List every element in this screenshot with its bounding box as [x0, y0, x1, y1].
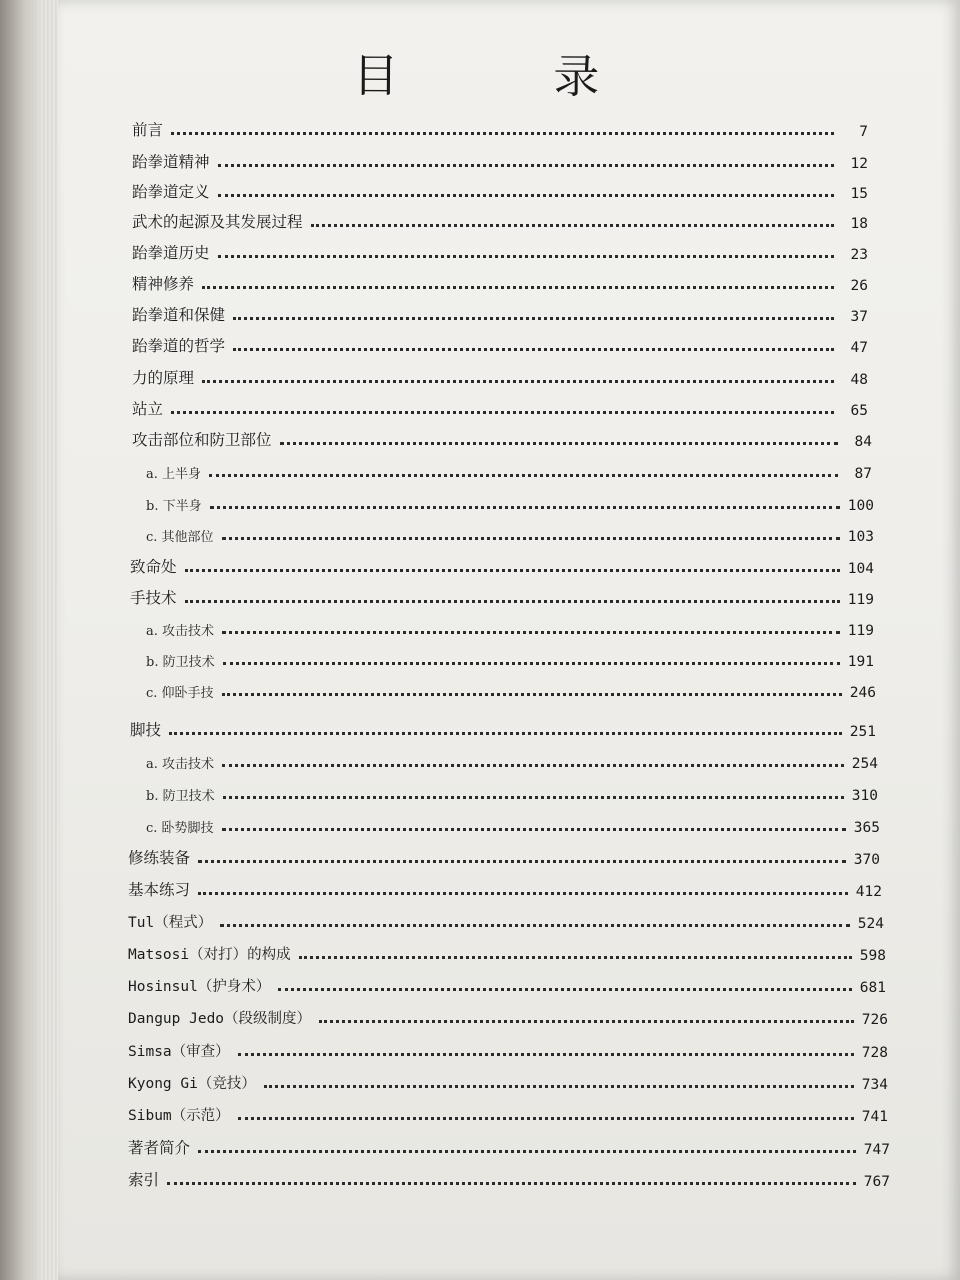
toc-subentry [146, 748, 878, 772]
leader-dots [210, 506, 840, 509]
toc-entry [132, 116, 868, 140]
toc-entry [128, 876, 882, 900]
toc-page-number: 251 [849, 724, 876, 740]
toc-page-number: 365 [853, 820, 880, 836]
toc-page-number: 18 [850, 216, 868, 232]
toc-entry [132, 270, 868, 294]
toc-page-number: 728 [861, 1045, 888, 1061]
toc-entry-label: 跆拳道精神 [132, 153, 210, 171]
toc-page-number: 254 [851, 756, 878, 772]
toc-entry-label: Tul（程式） [128, 915, 213, 931]
toc-entry [132, 208, 868, 232]
toc-entry-label: Simsa（审查） [128, 1044, 230, 1060]
toc-title: 目 录 [352, 48, 670, 105]
leader-dots [233, 317, 834, 320]
toc-entry-label: 站立 [132, 400, 164, 418]
toc-page-number: 412 [855, 884, 882, 900]
toc-subentry-label: c. 卧势脚技 [146, 821, 214, 836]
toc-page-number: 48 [850, 372, 868, 388]
toc-subentry-label: c. 其他部位 [146, 530, 214, 545]
toc-entry-label: 索引 [128, 1171, 160, 1189]
leader-dots [222, 828, 846, 831]
toc-subentry-label: a. 上半身 [146, 467, 202, 482]
toc-page-number: 681 [859, 980, 886, 996]
leader-dots [319, 1020, 854, 1023]
leader-dots [238, 1053, 854, 1056]
toc-subentry [146, 780, 878, 804]
leader-dots [220, 924, 850, 927]
leader-dots [185, 600, 840, 603]
leader-dots [311, 224, 834, 227]
toc-subentry [146, 521, 874, 545]
toc-entry [132, 426, 872, 450]
toc-entry [132, 301, 868, 325]
toc-entry [128, 940, 886, 964]
toc-page-number: 15 [850, 186, 868, 202]
toc-page-number: 7 [859, 124, 868, 140]
toc-entry-label: 力的原理 [132, 369, 195, 387]
toc-entry-label: Kyong Gi（竞技） [128, 1076, 256, 1092]
toc-page-number: 524 [857, 916, 884, 932]
leader-dots [223, 662, 840, 665]
toc-subentry-label: b. 防卫技术 [146, 655, 215, 670]
toc-entry [132, 364, 868, 388]
toc-entry-label: Matsosi（对打）的构成 [128, 947, 291, 963]
toc-subentry-label: a. 攻击技术 [146, 757, 215, 772]
toc-entry [132, 395, 868, 419]
toc-entry-label: 致命处 [130, 558, 177, 576]
toc-entry-label: Hosinsul（护身术） [128, 979, 271, 995]
toc-entry [128, 1166, 890, 1190]
leader-dots [299, 956, 852, 959]
toc-entry [132, 332, 868, 356]
toc-entry-label: 手技术 [130, 589, 177, 607]
toc-entry [128, 1037, 888, 1061]
leader-dots [202, 380, 834, 383]
toc-entry-label: 精神修养 [132, 275, 195, 293]
toc-entry-label: 著者简介 [128, 1139, 191, 1157]
toc-entry [130, 716, 876, 740]
toc-subentry [146, 677, 876, 701]
toc-subentry [146, 646, 874, 670]
toc-entry [128, 972, 886, 996]
toc-subentry-label: b. 防卫技术 [146, 789, 215, 804]
toc-page-number: 747 [863, 1142, 890, 1158]
toc-entry-label: 前言 [132, 121, 164, 139]
toc-page-number: 103 [847, 529, 874, 545]
toc-page-number: 104 [847, 561, 874, 577]
toc-page-number: 119 [847, 592, 874, 608]
toc-page-number: 734 [861, 1077, 888, 1093]
leader-dots [198, 892, 848, 895]
leader-dots [222, 537, 840, 540]
toc-page-number: 65 [850, 403, 868, 419]
leader-dots [218, 164, 834, 167]
toc-entry [128, 1004, 888, 1028]
toc-page-number: 26 [850, 278, 868, 294]
toc-subentry [146, 812, 880, 836]
toc-entry-label: 基本练习 [128, 881, 191, 899]
toc-entry-label: 攻击部位和防卫部位 [132, 431, 272, 449]
toc-entry-label: Dangup Jedo（段级制度） [128, 1011, 312, 1027]
leader-dots [222, 764, 844, 767]
toc-subentry-label: b. 下半身 [146, 499, 202, 514]
toc-entry [128, 1101, 888, 1125]
toc-entry-label: 跆拳道定义 [132, 183, 210, 201]
toc-subentry-label: c. 仰卧手技 [146, 686, 214, 701]
toc-page-number: 37 [850, 309, 868, 325]
toc-page-number: 12 [850, 156, 868, 172]
toc-page-number: 191 [847, 654, 874, 670]
toc-page-number: 84 [854, 434, 872, 450]
leader-dots [218, 194, 834, 197]
toc-entry-label: 武术的起源及其发展过程 [132, 213, 303, 231]
toc-entry [132, 148, 868, 172]
leader-dots [185, 569, 840, 572]
leader-dots [171, 411, 834, 414]
toc-page-number: 23 [850, 247, 868, 263]
toc-page-number: 767 [863, 1174, 890, 1190]
toc-page-number: 598 [859, 948, 886, 964]
toc-entry [128, 908, 884, 932]
toc-entry [128, 844, 880, 868]
toc-page-number: 87 [854, 466, 872, 482]
toc-page-number: 246 [849, 685, 876, 701]
toc-entry-label: 脚技 [130, 721, 162, 739]
toc-page-number: 310 [851, 788, 878, 804]
leader-dots [218, 255, 834, 258]
leader-dots [209, 474, 838, 477]
toc-page-number: 100 [847, 498, 874, 514]
toc-page-number: 741 [861, 1109, 888, 1125]
leader-dots [222, 693, 842, 696]
toc-entry [130, 553, 874, 577]
leader-dots [233, 348, 834, 351]
toc-entry [128, 1134, 890, 1158]
toc-entry-label: 跆拳道的哲学 [132, 337, 226, 355]
toc-entry-label: 跆拳道历史 [132, 244, 210, 262]
leader-dots [171, 132, 834, 135]
toc-page-number: 370 [853, 852, 880, 868]
toc-entry-label: Sibum（示范） [128, 1108, 230, 1124]
toc-entry-label: 修练装备 [128, 849, 191, 867]
leader-dots [238, 1117, 854, 1120]
leader-dots [167, 1182, 856, 1185]
toc-subentry [146, 490, 874, 514]
toc-subentry [146, 615, 874, 639]
toc-entry [128, 1069, 888, 1093]
toc-entry [132, 178, 868, 202]
leader-dots [169, 732, 842, 735]
leader-dots [202, 286, 834, 289]
leader-dots [222, 631, 840, 634]
toc-entry [132, 239, 868, 263]
toc-subentry [146, 458, 872, 482]
toc-entry [130, 584, 874, 608]
toc-entry-label: 跆拳道和保健 [132, 306, 226, 324]
leader-dots [264, 1085, 854, 1088]
leader-dots [280, 442, 838, 445]
toc-page-number: 47 [850, 340, 868, 356]
leader-dots [278, 988, 852, 991]
leader-dots [198, 1150, 856, 1153]
leader-dots [198, 860, 846, 863]
toc-page-number: 119 [847, 623, 874, 639]
leader-dots [223, 796, 844, 799]
toc-page-number: 726 [861, 1012, 888, 1028]
toc-subentry-label: a. 攻击技术 [146, 624, 215, 639]
